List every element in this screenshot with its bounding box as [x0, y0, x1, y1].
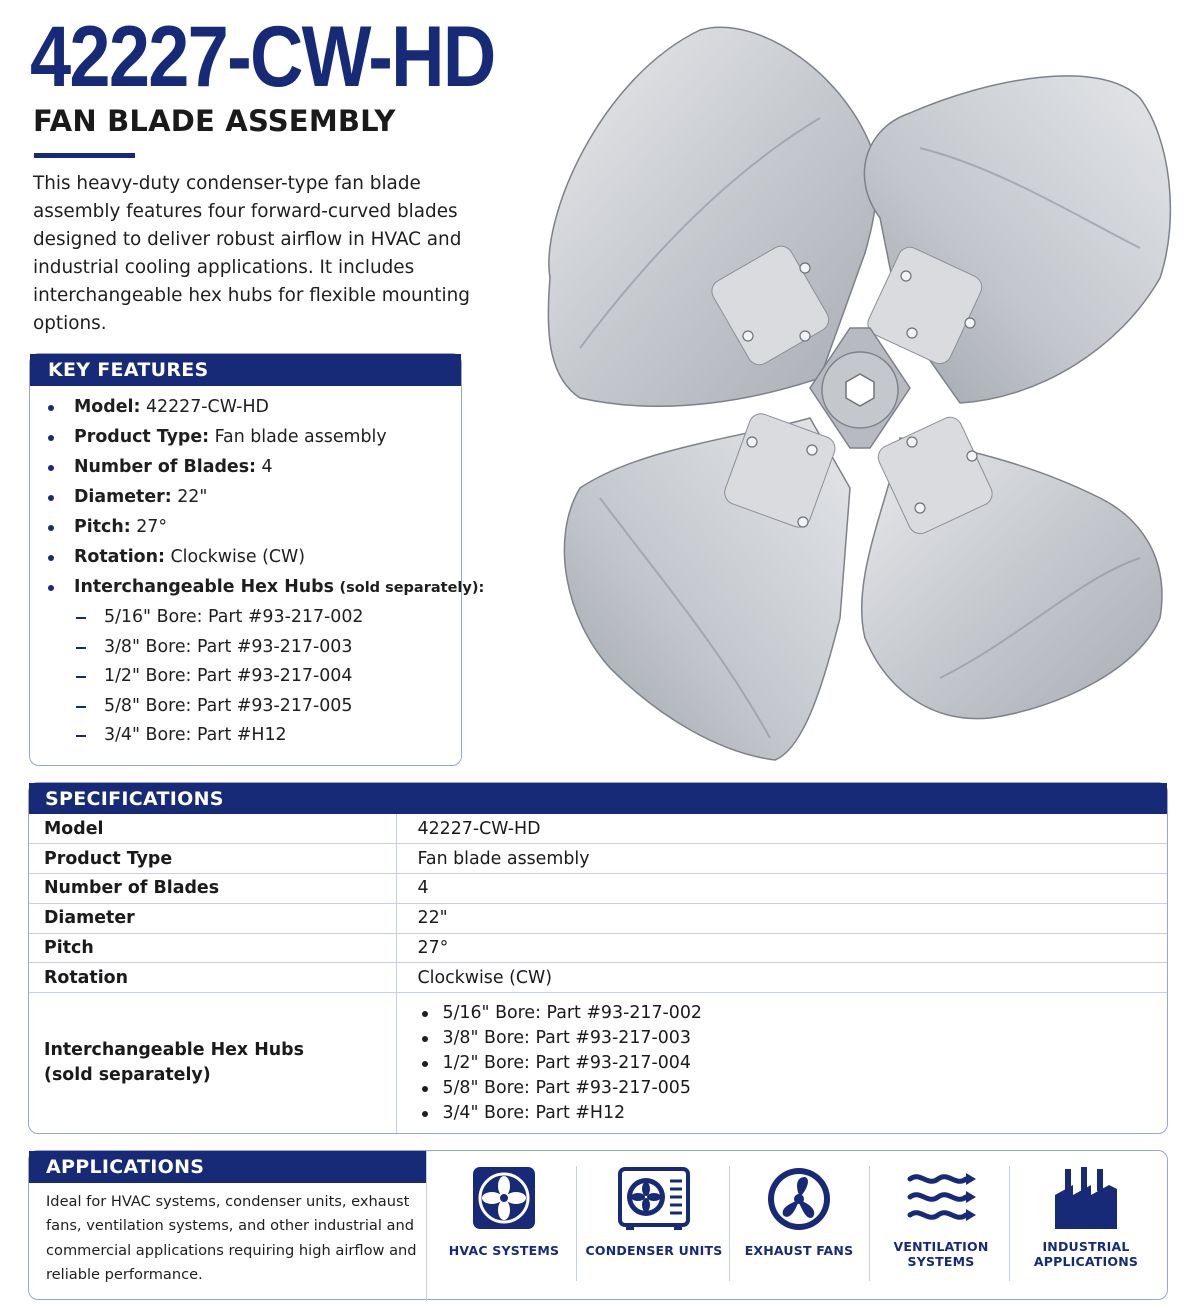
applications-heading: APPLICATIONS	[29, 1151, 426, 1183]
application-label-line1: VENTILATION	[893, 1239, 989, 1254]
spec-value: 4	[396, 874, 1167, 904]
airflow-waves-icon	[904, 1165, 978, 1231]
application-exhaust	[729, 1165, 869, 1295]
divider	[1009, 1166, 1010, 1281]
applications-description: Ideal for HVAC systems, condenser units, exhaust fans, ventilation systems, and other industrial and commercial applications requiring high airflow and reliable performance.	[46, 1193, 417, 1283]
application-condenser	[584, 1165, 724, 1295]
spec-key: Model	[29, 814, 396, 844]
feature-hub-item: 5/16" Bore: Part #93-217-002	[46, 603, 461, 633]
spec-value: Clockwise (CW)	[396, 963, 1167, 993]
divider	[426, 1151, 427, 1301]
feature-hub-item: 3/4" Bore: Part #H12	[46, 721, 461, 751]
feature-hub-item: 1/2" Bore: Part #93-217-004	[46, 662, 461, 692]
table-row	[29, 993, 1167, 1133]
feature-hub-item: 5/8" Bore: Part #93-217-005	[46, 692, 461, 722]
exhaust-fan-icon	[765, 1165, 833, 1233]
product-model-title: 42227-CW-HD	[30, 9, 495, 105]
spec-hubs-key-line1: Interchangeable Hex Hubs	[44, 1040, 304, 1061]
spec-value: 27°	[396, 933, 1167, 963]
factory-icon	[1053, 1165, 1119, 1231]
spec-key: Rotation	[29, 963, 396, 993]
condenser-unit-icon	[618, 1165, 690, 1231]
feature-number-of-blades: Number of Blades: 4	[46, 452, 461, 482]
application-hvac	[434, 1165, 574, 1295]
spec-key	[29, 993, 396, 1133]
table-row	[29, 814, 1167, 844]
spec-key: Pitch	[29, 933, 396, 963]
table-row	[29, 844, 1167, 874]
spec-hub-item: 1/2" Bore: Part #93-217-004	[418, 1051, 1168, 1076]
spec-hub-item: 3/8" Bore: Part #93-217-003	[418, 1026, 1168, 1051]
key-features-heading: KEY FEATURES	[30, 354, 461, 386]
spec-value: Fan blade assembly	[396, 844, 1167, 874]
spec-key: Product Type	[29, 844, 396, 874]
table-row	[29, 874, 1167, 904]
feature-product-type: Product Type: Fan blade assembly	[46, 422, 461, 452]
specifications-heading: SPECIFICATIONS	[29, 783, 1167, 814]
spec-hub-item: 5/8" Bore: Part #93-217-005	[418, 1076, 1168, 1101]
spec-hubs-key-line2: (sold separately)	[44, 1065, 211, 1086]
key-features-list	[30, 386, 485, 751]
spec-key: Number of Blades	[29, 874, 396, 904]
table-row	[29, 933, 1167, 963]
specifications-table	[29, 814, 1167, 1133]
application-label	[871, 1239, 1011, 1269]
table-row	[29, 903, 1167, 933]
feature-hub-list	[46, 603, 461, 751]
key-features-panel	[29, 353, 485, 766]
feature-hex-hubs: Interchangeable Hex Hubs (sold separately): 5/16" Bore: Part #93-217-002 3/8" Bore: Part #93-217-003 1/2" Bore: Part #93-217-004 5/8" Bore: Part #93-217-005 3/4" Bore: Part #H12	[46, 572, 461, 751]
application-label-line1: INDUSTRIAL	[1042, 1239, 1130, 1254]
application-label: CONDENSER UNITS	[585, 1243, 723, 1258]
spec-hub-list	[418, 1001, 1168, 1126]
application-label: EXHAUST FANS	[744, 1243, 854, 1258]
feature-pitch: Pitch: 27°	[46, 512, 461, 542]
application-industrial	[1016, 1165, 1156, 1295]
feature-rotation: Rotation: Clockwise (CW)	[46, 542, 461, 572]
feature-hub-item: 3/8" Bore: Part #93-217-003	[46, 633, 461, 663]
product-subtitle: FAN BLADE ASSEMBLY	[33, 104, 396, 138]
divider	[576, 1166, 577, 1281]
table-row	[29, 963, 1167, 993]
feature-diameter: Diameter: 22"	[46, 482, 461, 512]
application-ventilation	[871, 1165, 1011, 1295]
fan-blade-image	[520, 18, 1188, 770]
divider	[869, 1166, 870, 1281]
application-label	[1016, 1239, 1156, 1269]
spec-hub-item: 5/16" Bore: Part #93-217-002	[418, 1001, 1168, 1026]
applications-panel	[28, 1150, 1168, 1300]
application-label: HVAC SYSTEMS	[448, 1243, 560, 1258]
spec-key: Diameter	[29, 903, 396, 933]
intro-paragraph: This heavy-duty condenser-type fan blade assembly features four forward-curved blades designed to deliver robust airflow in HVAC and industrial cooling applications. It includes interchangeable hex hubs for flexible mounting options.	[33, 173, 470, 334]
application-label-line2: SYSTEMS	[907, 1254, 975, 1269]
spec-value	[396, 993, 1167, 1133]
feature-model: Model: 42227-CW-HD	[46, 392, 461, 422]
spec-value: 22"	[396, 903, 1167, 933]
title-underline	[34, 153, 135, 158]
hvac-fan-icon	[471, 1165, 537, 1231]
spec-hub-item: 3/4" Bore: Part #H12	[418, 1101, 1168, 1126]
application-label-line2: APPLICATIONS	[1033, 1254, 1139, 1269]
specifications-panel	[28, 782, 1168, 1134]
spec-value: 42227-CW-HD	[396, 814, 1167, 844]
